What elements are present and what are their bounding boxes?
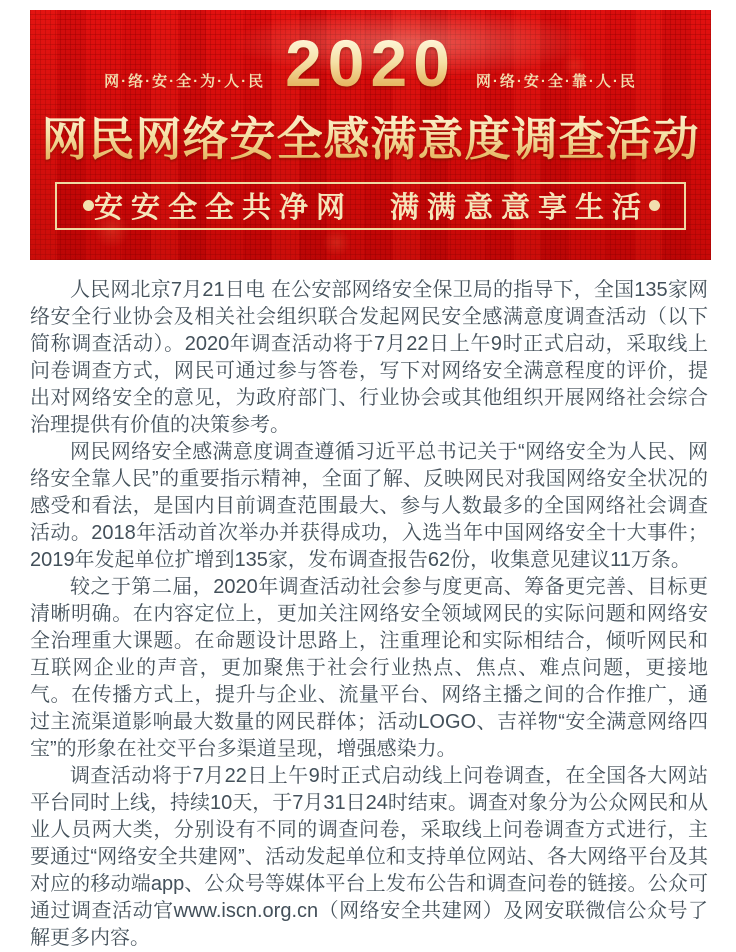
banner-top-row	[30, 26, 711, 100]
banner-subtitle: 安安全全共净网 满满意意享生活	[94, 192, 650, 225]
article-paragraph: 人民网北京7月21日电 在公安部网络安全保卫局的指导下，全国135家网络安全行业协会及相关社会组织联合发起网民安全感满意度调查活动（以下简称调查活动）。2020年调查活动将于7月22日上午9时正式启动，采取线上问卷调查方式，网民可通过参与答卷，写下对网络安全满意程度的评价，提出对网络安全的意见，为政府部门、行业协会或其他组织开展网络社会综合治理提供有价值的决策参考。	[30, 279, 708, 436]
banner-slogan-left: 网·络·安·全·为·人·民	[104, 73, 266, 90]
article-body	[30, 260, 708, 952]
banner-title: 网民网络安全感满意度调查活动	[30, 103, 711, 169]
article-paragraph: 调查活动将于7月22日上午9时正式启动线上问卷调查，在全国各大网站平台同时上线，持续10天，于7月31日24时结束。调查对象分为公众网民和从业人员两大类，分别设有不同的调查问卷，采取线上问卷调查方式进行，主要通过“网络安全共建网”、活动发起单位和支持单位网站、各大网络平台及其对应的移动端app、公众号等媒体平台上发布公告和调查问卷的链接。公众可通过调查活动官www.iscn.org.cn（网络安全共建网）及网安联微信公众号了解更多内容。	[30, 765, 708, 949]
event-banner	[30, 10, 711, 260]
bullet-dot-icon	[649, 200, 660, 211]
banner-subtitle-box	[55, 182, 686, 230]
bullet-dot-icon	[83, 200, 94, 211]
banner-year: 2020	[285, 26, 456, 100]
banner-slogan-right: 网·络·安·全·靠·人·民	[475, 73, 637, 90]
article-paragraph: 网民网络安全感满意度调查遵循习近平总书记关于“网络安全为人民、网络安全靠人民”的重要指示精神，全面了解、反映网民对我国网络安全状况的感受和看法，是国内目前调查范围最大、参与人数最多的全国网络社会调查活动。2018年活动首次举办并获得成功，入选当年中国网络安全十大事件；2019年发起单位扩增到135家，发布调查报告62份，收集意见建议11万条。	[30, 441, 708, 571]
article-paragraph: 较之于第二届，2020年调查活动社会参与度更高、筹备更完善、目标更清晰明确。在内容定位上，更加关注网络安全领域网民的实际问题和网络安全治理重大课题。在命题设计思路上，注重理论和实际相结合，倾听网民和互联网企业的声音，更加聚焦于社会行业热点、焦点、难点问题，更接地气。在传播方式上，提升与企业、流量平台、网络主播之间的合作推广，通过主流渠道影响最大数量的网民群体；活动LOGO、吉祥物“安全满意网络四宝”的形象在社交平台多渠道呈现，增强感染力。	[30, 576, 708, 760]
